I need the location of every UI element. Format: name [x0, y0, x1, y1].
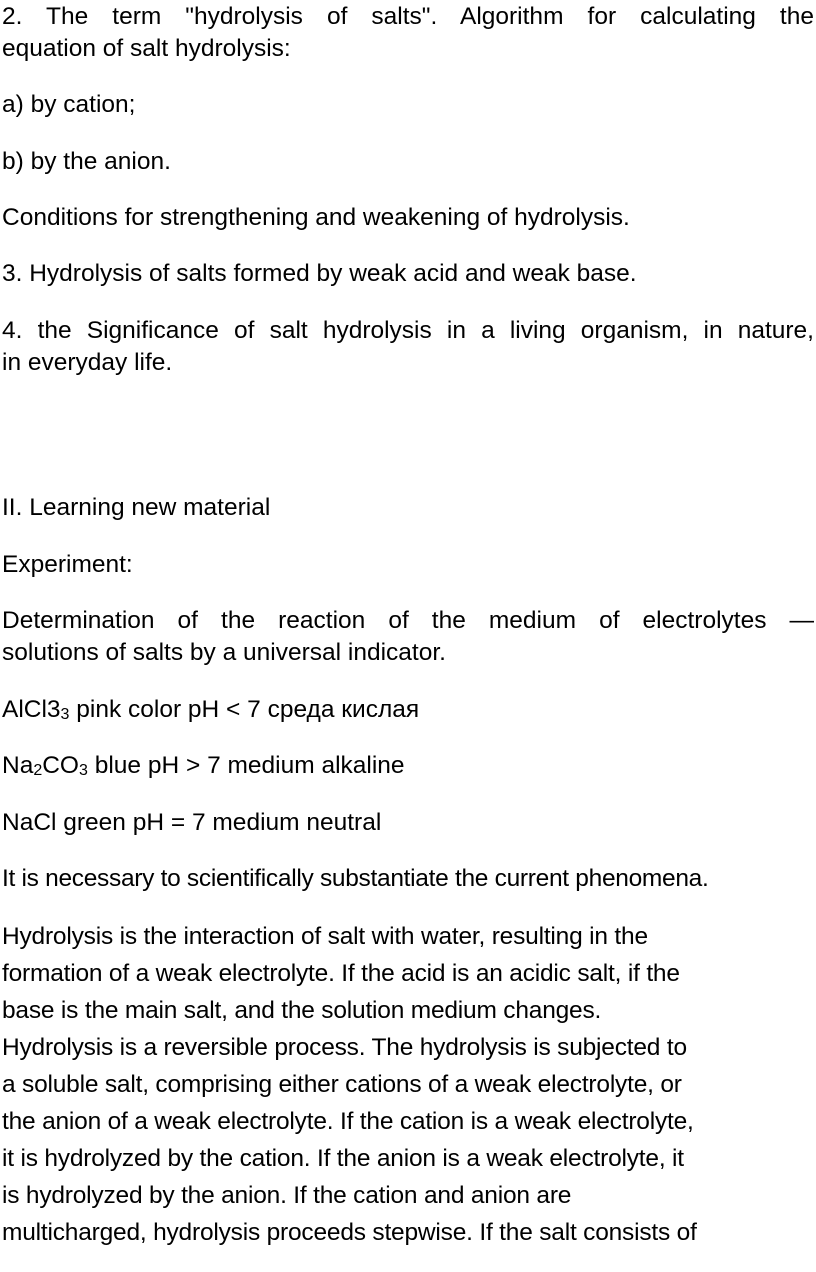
experiment-label: Experiment:	[2, 551, 133, 578]
item-2-line-1: 2. The term "hydrolysis of salts". Algorithm for calculating the	[2, 3, 814, 30]
hydrolysis-line: the anion of a weak electrolyte. If the cation is a weak electrolyte,	[2, 1108, 694, 1135]
item-2b: b) by the anion.	[2, 148, 171, 175]
section-title: II. Learning new material	[2, 494, 271, 521]
necessary-line: It is necessary to scientifically substantiate the current phenomena.	[2, 865, 709, 892]
item-2a: a) by cation;	[2, 91, 136, 118]
na2co3-line	[2, 750, 814, 782]
hydrolysis-line: formation of a weak electrolyte. If the acid is an acidic salt, if the	[2, 960, 680, 987]
item-3: 3. Hydrolysis of salts formed by weak acid and weak base.	[2, 260, 637, 287]
conditions-line: Conditions for strengthening and weakening of hydrolysis.	[2, 204, 630, 231]
na2co3-description: blue pH > 7 medium alkaline	[87, 752, 405, 779]
hydrolysis-line: it is hydrolyzed by the cation. If the anion is a weak electrolyte, it	[2, 1145, 684, 1172]
alcl3-line	[2, 694, 814, 726]
alcl3-subscript: 3	[60, 706, 70, 723]
alcl3-formula: AlCl3	[2, 696, 61, 723]
na2co3-subscript-2: 3	[78, 762, 88, 779]
hydrolysis-line: is hydrolyzed by the anion. If the cation and anion are	[2, 1182, 572, 1209]
item-2-line-2: equation of salt hydrolysis:	[2, 35, 291, 62]
nacl-line: NaCl green pH = 7 medium neutral	[2, 809, 382, 836]
determination-line-1: Determination of the reaction of the medium of electrolytes —	[2, 607, 814, 634]
hydrolysis-line: a soluble salt, comprising either cations of a weak electrolyte, or	[2, 1071, 682, 1098]
na2co3-na: Na	[2, 752, 34, 779]
determination-line-2: solutions of salts by a universal indicator.	[2, 639, 446, 666]
hydrolysis-line: base is the main salt, and the solution medium changes.	[2, 997, 602, 1024]
na2co3-co: CO	[42, 752, 79, 779]
item-4-line-1: 4. the Significance of salt hydrolysis in a living organism, in nature,	[2, 317, 814, 344]
hydrolysis-line: multicharged, hydrolysis proceeds stepwise. If the salt consists of	[2, 1219, 697, 1246]
na2co3-subscript-1: 2	[33, 762, 43, 779]
item-4-line-2: in everyday life.	[2, 349, 173, 376]
alcl3-description: pink color pH < 7 среда кислая	[69, 696, 420, 723]
hydrolysis-line: Hydrolysis is a reversible process. The hydrolysis is subjected to	[2, 1034, 687, 1061]
hydrolysis-line: Hydrolysis is the interaction of salt with water, resulting in the	[2, 923, 648, 950]
